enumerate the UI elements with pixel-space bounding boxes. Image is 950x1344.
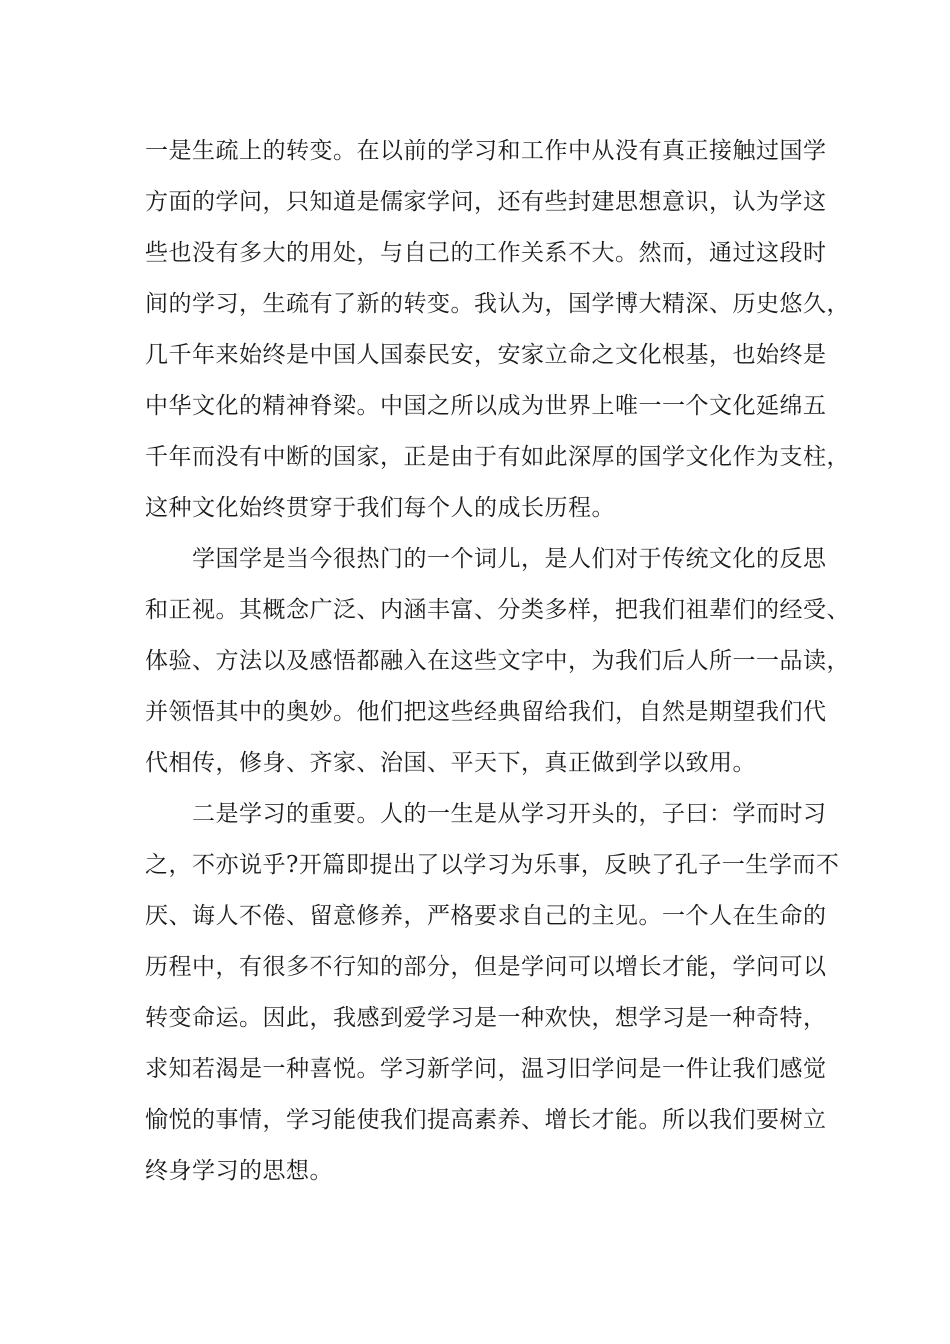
paragraph-1-line-6: 中华文化的精神脊梁。中国之所以成为世界上唯一一个文化延绵五 bbox=[145, 393, 827, 419]
paragraph-1-line-8: 这种文化始终贯穿于我们每个人的成长历程。 bbox=[145, 495, 615, 521]
paragraph-1-line-3: 些也没有多大的用处，与自己的工作关系不大。然而，通过这段时 bbox=[145, 240, 827, 266]
paragraph-1-line-7: 千年而没有中断的国家，正是由于有如此深厚的国学文化作为支柱， bbox=[145, 444, 850, 470]
paragraph-2-line-1: 学国学是当今很热门的一个词儿，是人们对于传统文化的反思 bbox=[192, 546, 827, 572]
paragraph-3-line-6: 求知若渴是一种喜悦。学习新学问，温习旧学问是一件让我们感觉 bbox=[145, 1056, 827, 1082]
paragraph-1-line-4: 间的学习，生疏有了新的转变。我认为，国学博大精深、历史悠久， bbox=[145, 291, 850, 317]
paragraph-2-line-5: 代相传，修身、齐家、治国、平天下，真正做到学以致用。 bbox=[145, 750, 756, 776]
paragraph-3-line-3: 厌、诲人不倦、留意修养，严格要求自己的主见。一个人在生命的 bbox=[145, 903, 827, 929]
paragraph-2-line-2: 和正视。其概念广泛、内涵丰富、分类多样，把我们祖辈们的经受、 bbox=[145, 597, 850, 623]
paragraph-2-line-4: 并领悟其中的奥妙。他们把这些经典留给我们，自然是期望我们代 bbox=[145, 699, 827, 725]
paragraph-3-line-8: 终身学习的思想。 bbox=[145, 1158, 333, 1184]
paragraph-1-line-1: 一是生疏上的转变。在以前的学习和工作中从没有真正接触过国学 bbox=[145, 138, 827, 164]
paragraph-3-line-7: 愉悦的事情，学习能使我们提高素养、增长才能。所以我们要树立 bbox=[145, 1107, 827, 1133]
paragraph-3-line-4: 历程中，有很多不行知的部分，但是学问可以增长才能，学问可以 bbox=[145, 954, 827, 980]
paragraph-1-line-2: 方面的学问，只知道是儒家学问，还有些封建思想意识，认为学这 bbox=[145, 189, 827, 215]
paragraph-2-line-3: 体验、方法以及感悟都融入在这些文字中，为我们后人所一一品读， bbox=[145, 648, 850, 674]
paragraph-3-line-1: 二是学习的重要。人的一生是从学习开头的，子曰：学而时习 bbox=[192, 801, 827, 827]
paragraph-1-line-5: 几千年来始终是中国人国泰民安，安家立命之文化根基，也始终是 bbox=[145, 342, 827, 368]
paragraph-3-line-2: 之，不亦说乎?开篇即提出了以学习为乐事，反映了孔子一生学而不 bbox=[145, 852, 840, 878]
paragraph-3-line-5: 转变命运。因此，我感到爱学习是一种欢快，想学习是一种奇特， bbox=[145, 1005, 827, 1031]
